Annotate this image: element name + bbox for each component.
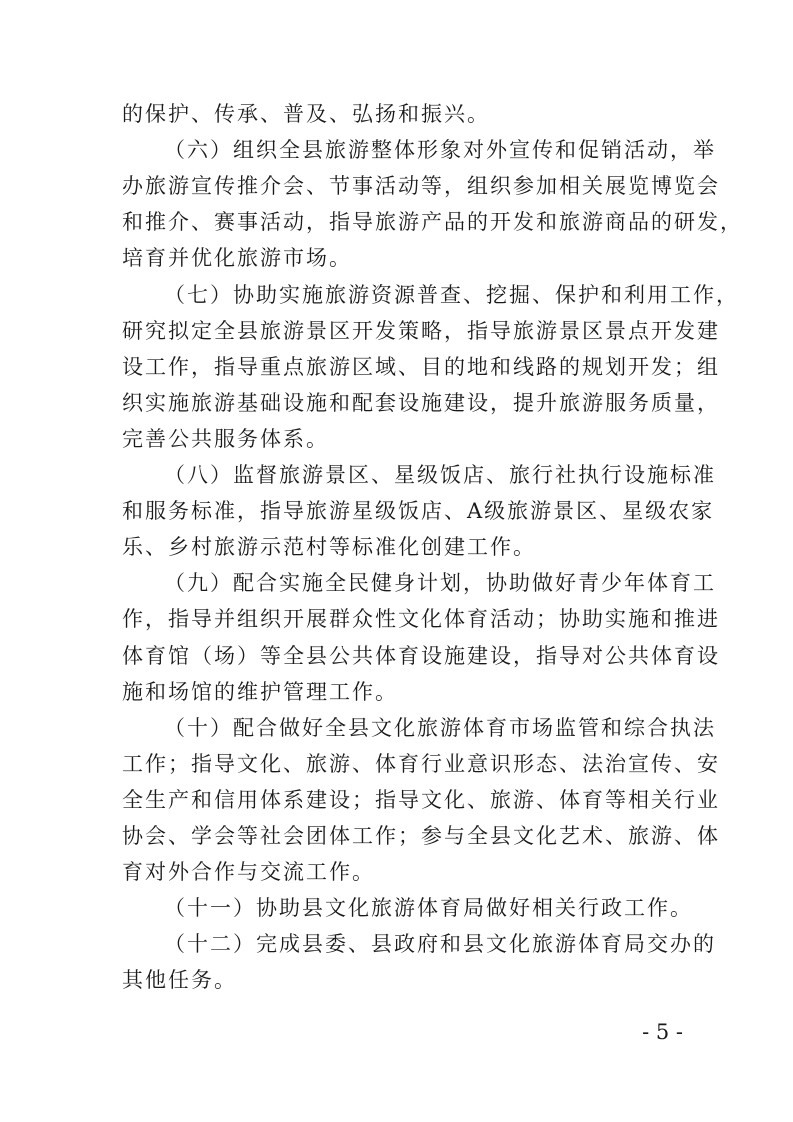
paragraph-start-line: （十）配合做好全县文化旅游体育市场监管和综合执法 <box>164 715 716 740</box>
body-line: 乐、乡村旅游示范村等标准化创建工作。 <box>122 535 536 560</box>
paragraph-start-line: （七）协助实施旅游资源普查、挖掘、保护和利用工作， <box>164 282 739 307</box>
body-line: 施和场馆的维护管理工作。 <box>122 679 398 704</box>
paragraph-start-line: （十一）协助县文化旅游体育局做好相关行政工作。 <box>164 896 693 921</box>
body-line: 全生产和信用体系建设；指导文化、旅游、体育等相关行业 <box>122 787 720 812</box>
body-line: 设工作，指导重点旅游区域、目的地和线路的规划开发；组 <box>122 354 720 379</box>
body-line: 研究拟定全县旅游景区开发策略，指导旅游景区景点开发建 <box>122 318 720 343</box>
body-line: 协会、学会等社会团体工作；参与全县文化艺术、旅游、体 <box>122 824 720 848</box>
body-line: 作，指导并组织开展群众性文化体育活动；协助实施和推进 <box>122 607 720 632</box>
paragraph-start-line: （六）组织全县旅游整体形象对外宣传和促销活动，举 <box>164 138 716 163</box>
page-number: - 5 - <box>642 1020 683 1044</box>
body-line: 培育并优化旅游市场。 <box>122 246 352 271</box>
body-line: 和推介、赛事活动，指导旅游产品的开发和旅游商品的研发， <box>122 210 743 235</box>
paragraph-start-line: （九）配合实施全民健身计划，协助做好青少年体育工 <box>164 571 716 596</box>
body-line: 织实施旅游基础设施和配套设施建设，提升旅游服务质量， <box>122 390 720 415</box>
body-line: 其他任务。 <box>122 968 237 993</box>
body-line: 工作；指导文化、旅游、体育行业意识形态、法治宣传、安 <box>122 751 720 776</box>
paragraph-start-line: （八）监督旅游景区、星级饭店、旅行社执行设施标准 <box>164 463 716 487</box>
paragraph-start-line: （十二）完成县委、县政府和县文化旅游体育局交办的 <box>164 932 716 957</box>
body-line: 的保护、传承、普及、弘扬和振兴。 <box>122 102 490 126</box>
body-line: 和服务标准，指导旅游星级饭店、A级旅游景区、星级农家 <box>122 499 715 524</box>
body-line: 办旅游宣传推介会、节事活动等，组织参加相关展览博览会 <box>122 174 720 199</box>
body-line: 育对外合作与交流工作。 <box>122 860 375 885</box>
body-line: 完善公共服务体系。 <box>122 426 329 451</box>
body-line: 体育馆（场）等全县公共体育设施建设，指导对公共体育设 <box>122 643 720 668</box>
